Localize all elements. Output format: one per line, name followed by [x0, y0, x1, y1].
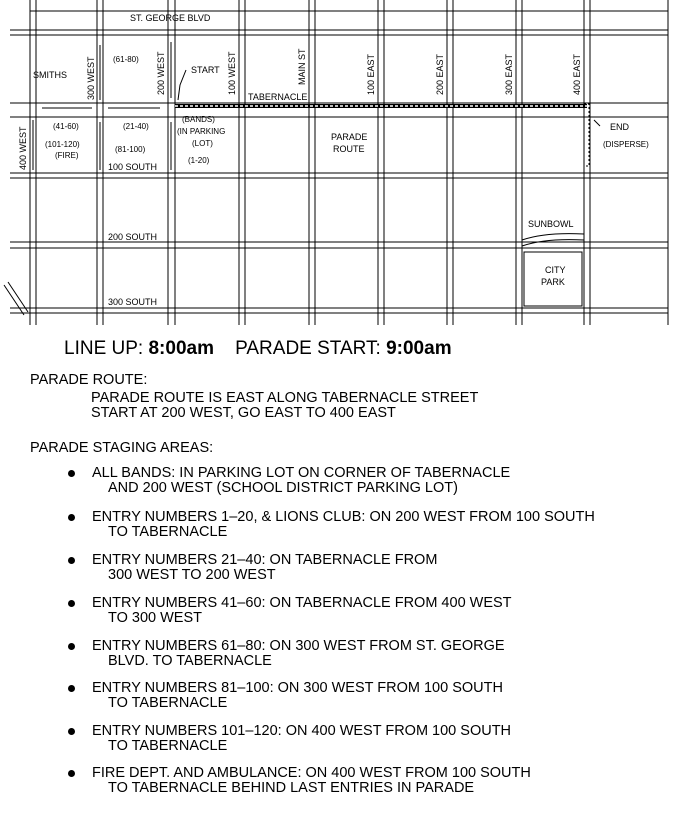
street-100-east: 100 EAST: [366, 53, 376, 95]
route-heading: PARADE ROUTE:: [30, 372, 148, 388]
staging-item-81-100-line2: TO TABERNACLE: [108, 695, 228, 711]
label-end: END: [610, 122, 630, 132]
place-sunbowl: SUNBOWL: [528, 219, 574, 229]
label-41-60: (41-60): [53, 122, 79, 131]
street-st-george: ST. GEORGE BLVD: [130, 13, 211, 23]
street-100-south: 100 SOUTH: [108, 162, 158, 172]
staging-item-101-120-line1: ENTRY NUMBERS 101–120: ON 400 WEST FROM 100 SOUTH: [92, 723, 512, 739]
staging-item-1-20-line1: ENTRY NUMBERS 1–20, & LIONS CLUB: ON 200 WEST FROM 100 SOUTH: [92, 509, 595, 525]
schedule-line: [64, 338, 452, 360]
label-route: ROUTE: [333, 144, 365, 154]
staging-item-fire-line1: FIRE DEPT. AND AMBULANCE: ON 400 WEST FROM 100 SOUTH: [92, 765, 531, 781]
start-label: PARADE START:: [235, 338, 381, 359]
street-300-west: 300 WEST: [86, 56, 96, 100]
staging-item-21-40-line2: 300 WEST TO 200 WEST: [108, 567, 276, 583]
street-400-west: 400 WEST: [18, 126, 28, 170]
street-tabernacle: TABERNACLE: [248, 92, 308, 102]
staging-item-81-100-line1: ENTRY NUMBERS 81–100: ON 300 WEST FROM 100 SOUTH: [92, 680, 503, 696]
lineup-label: LINE UP:: [64, 338, 144, 359]
staging-item-61-80-line2: BLVD. TO TABERNACLE: [108, 653, 272, 669]
street-main: MAIN ST: [297, 48, 307, 85]
street-200-west: 200 WEST: [156, 51, 166, 95]
bullet-icon: [68, 770, 75, 777]
staging-item-41-60-line2: TO 300 WEST: [108, 610, 203, 626]
label-parade: PARADE: [331, 132, 368, 142]
street-100-west: 100 WEST: [227, 51, 237, 95]
parade-route-line: [175, 104, 589, 166]
label-fire: (FIRE): [55, 151, 79, 160]
route-line-2: START AT 200 WEST, GO EAST TO 400 EAST: [91, 405, 396, 421]
staging-item-bands-line2: AND 200 WEST (SCHOOL DISTRICT PARKING LOT): [108, 480, 458, 496]
bullet-icon: [68, 685, 75, 692]
staging-item-61-80-line1: ENTRY NUMBERS 61–80: ON 300 WEST FROM ST. GEORGE: [92, 638, 505, 654]
label-lot: (LOT): [192, 139, 213, 148]
route-line-1: PARADE ROUTE IS EAST ALONG TABERNACLE STREET: [91, 390, 479, 406]
label-1-20: (1-20): [188, 156, 210, 165]
bullet-icon: [68, 514, 75, 521]
bullet-icon: [68, 470, 75, 477]
label-disperse: (DISPERSE): [603, 140, 649, 149]
place-smiths: SMITHS: [33, 70, 68, 80]
staging-item-41-60-line1: ENTRY NUMBERS 41–60: ON TABERNACLE FROM 400 WEST: [92, 595, 512, 611]
label-start: START: [191, 65, 220, 75]
street-400-east: 400 EAST: [572, 53, 582, 95]
place-park: PARK: [541, 277, 565, 287]
label-in-parking: (IN PARKING: [177, 127, 226, 136]
staging-item-1-20-line2: TO TABERNACLE: [108, 524, 228, 540]
street-200-east: 200 EAST: [435, 53, 445, 95]
street-grid: [4, 0, 668, 325]
lineup-time: 8:00am: [148, 338, 214, 359]
staging-item-101-120-line2: TO TABERNACLE: [108, 738, 228, 754]
label-21-40: (21-40): [123, 122, 149, 131]
street-300-south: 300 SOUTH: [108, 297, 158, 307]
bullet-icon: [68, 728, 75, 735]
label-61-80: (61-80): [113, 55, 139, 64]
staging-item-bands-line1: ALL BANDS: IN PARKING LOT ON CORNER OF TABERNACLE: [92, 465, 511, 481]
bullet-icon: [68, 557, 75, 564]
start-time: 9:00am: [386, 338, 452, 359]
label-81-100: (81-100): [115, 145, 146, 154]
parade-route-map: [0, 0, 684, 330]
street-200-south: 200 SOUTH: [108, 232, 158, 242]
place-city: CITY: [545, 265, 566, 275]
bullet-icon: [68, 600, 75, 607]
staging-item-fire-line2: TO TABERNACLE BEHIND LAST ENTRIES IN PARADE: [108, 780, 475, 796]
label-bands: (BANDS): [182, 115, 215, 124]
street-300-east: 300 EAST: [504, 53, 514, 95]
label-101-120: (101-120): [45, 140, 80, 149]
staging-heading: PARADE STAGING AREAS:: [30, 440, 214, 456]
bullet-icon: [68, 643, 75, 650]
staging-item-21-40-line1: ENTRY NUMBERS 21–40: ON TABERNACLE FROM: [92, 552, 438, 568]
